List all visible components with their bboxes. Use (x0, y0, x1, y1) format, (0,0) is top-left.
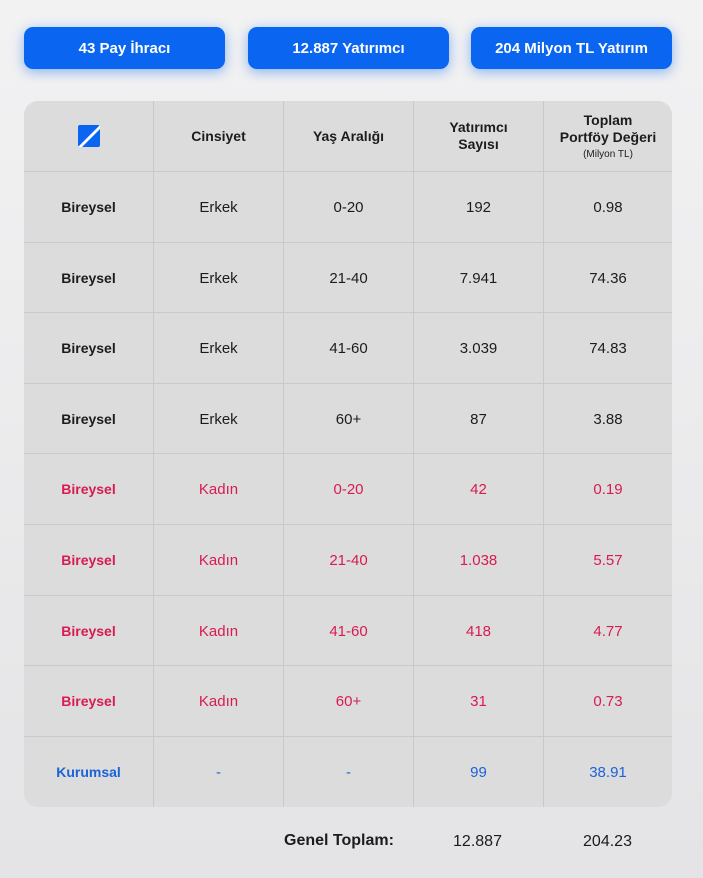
table-row (24, 665, 672, 736)
row-portfolio: 4.77 (543, 596, 672, 666)
header-portfolio (543, 101, 672, 171)
row-portfolio: 74.83 (543, 313, 672, 383)
row-age: 21-40 (283, 525, 413, 595)
row-portfolio: 5.57 (543, 525, 672, 595)
row-type: Bireysel (61, 693, 116, 709)
row-investors: 87 (413, 384, 543, 454)
row-age: 0-20 (283, 454, 413, 524)
table-row (24, 383, 672, 454)
row-portfolio: 38.91 (543, 737, 672, 807)
row-age: 41-60 (283, 313, 413, 383)
header-age (283, 101, 413, 171)
row-gender: Kadın (153, 666, 283, 736)
row-gender: Kadın (153, 525, 283, 595)
row-portfolio: 0.19 (543, 454, 672, 524)
row-investors: 418 (413, 596, 543, 666)
row-type: Bireysel (61, 270, 116, 286)
table-row (24, 736, 672, 807)
row-gender: Kadın (153, 454, 283, 524)
table-row (24, 595, 672, 666)
stat-pill-investors: 12.887 Yatırımcı (248, 27, 449, 69)
row-investors: 99 (413, 737, 543, 807)
row-type: Bireysel (61, 340, 116, 356)
table-header-row (24, 101, 672, 171)
grand-total-portfolio: 204.23 (583, 833, 632, 850)
header-gender (153, 101, 283, 171)
grand-total-investors: 12.887 (453, 833, 502, 850)
row-age: 60+ (283, 384, 413, 454)
row-age: 0-20 (283, 172, 413, 242)
row-portfolio: 74.36 (543, 243, 672, 313)
header-investors-line1: Yatırımcı (449, 119, 508, 135)
row-type: Bireysel (61, 623, 116, 639)
row-investors: 7.941 (413, 243, 543, 313)
header-portfolio-line1: Toplam (583, 111, 633, 128)
row-type: Kurumsal (56, 764, 121, 780)
row-type: Bireysel (61, 199, 116, 215)
stat-pill-investment: 204 Milyon TL Yatırım (471, 27, 672, 69)
slash-square-logo-icon (78, 125, 100, 147)
stat-pill-issuances: 43 Pay İhracı (24, 27, 225, 69)
row-age: 60+ (283, 666, 413, 736)
header-investors (413, 101, 543, 171)
row-investors: 1.038 (413, 525, 543, 595)
investor-table (24, 101, 672, 807)
row-investors: 192 (413, 172, 543, 242)
grand-total-row (0, 828, 703, 858)
header-gender-label: Cinsiyet (191, 127, 246, 144)
table-row (24, 312, 672, 383)
row-gender: Erkek (153, 384, 283, 454)
row-investors: 31 (413, 666, 543, 736)
row-portfolio: 0.73 (543, 666, 672, 736)
row-age: 41-60 (283, 596, 413, 666)
row-portfolio: 0.98 (543, 172, 672, 242)
row-investors: 3.039 (413, 313, 543, 383)
row-gender: Erkek (153, 313, 283, 383)
header-investors-line2: Sayısı (458, 136, 499, 152)
row-age: - (283, 737, 413, 807)
table-row (24, 453, 672, 524)
row-gender: - (153, 737, 283, 807)
row-age: 21-40 (283, 243, 413, 313)
row-gender: Kadın (153, 596, 283, 666)
row-gender: Erkek (153, 243, 283, 313)
row-type: Bireysel (61, 411, 116, 427)
row-gender: Erkek (153, 172, 283, 242)
header-portfolio-unit: (Milyon TL) (583, 148, 633, 160)
table-row (24, 171, 672, 242)
row-investors: 42 (413, 454, 543, 524)
table-row (24, 524, 672, 595)
grand-total-label: Genel Toplam: (284, 832, 394, 849)
row-portfolio: 3.88 (543, 384, 672, 454)
stats-bar (24, 27, 672, 69)
header-age-label: Yaş Aralığı (312, 127, 385, 144)
header-logo-cell (24, 101, 153, 171)
row-type: Bireysel (61, 481, 116, 497)
table-row (24, 242, 672, 313)
header-portfolio-line2: Portföy Değeri (559, 128, 657, 145)
row-type: Bireysel (61, 552, 116, 568)
